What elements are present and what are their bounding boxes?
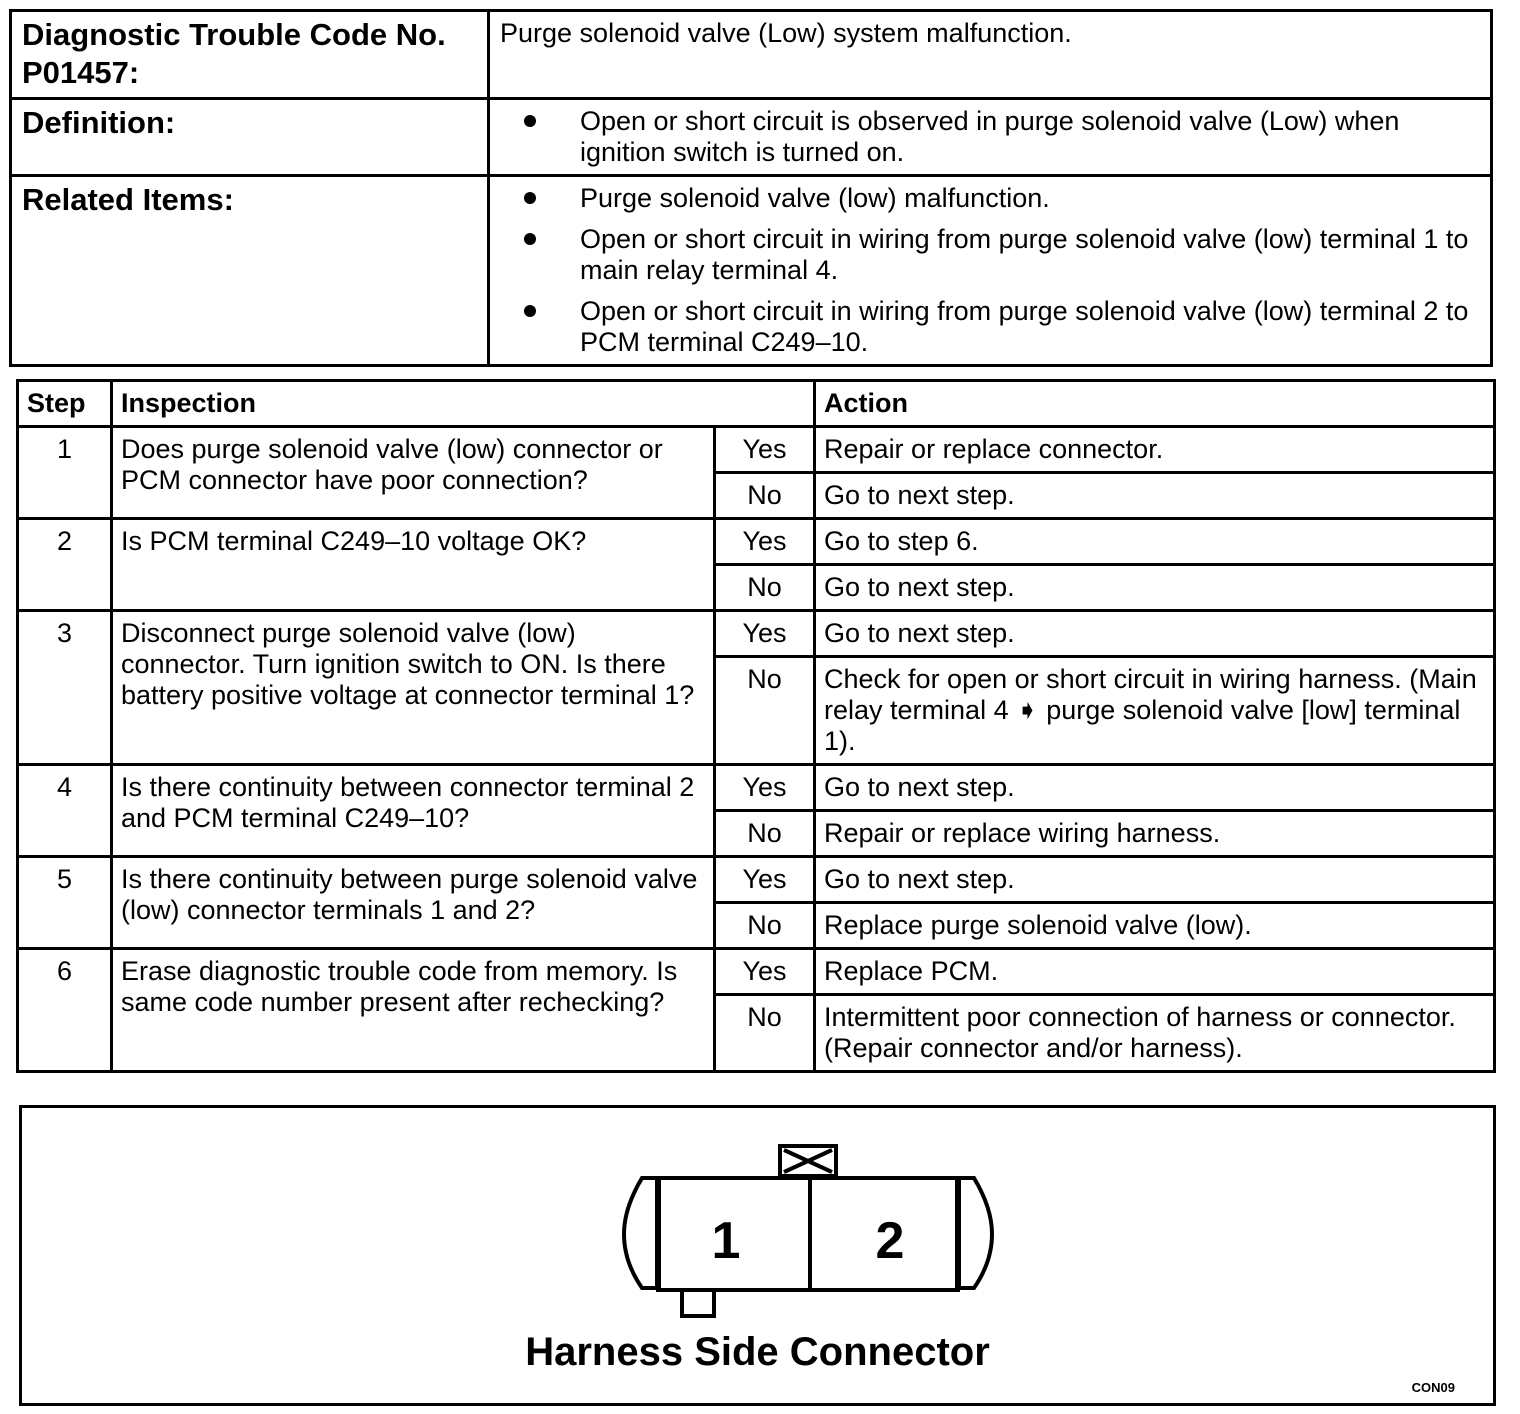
yes-action: Go to next step. <box>815 765 1495 811</box>
connector-right-cap <box>958 1178 992 1288</box>
step-row-yes <box>18 519 1495 565</box>
figure-code: CON09 <box>1411 1380 1455 1395</box>
definition-row <box>11 99 1492 176</box>
related-text: Open or short circuit in wiring from purge solenoid valve (low) terminal 1 to main relay terminal 4. <box>580 224 1469 285</box>
yes-label: Yes <box>715 519 815 565</box>
no-action: Go to next step. <box>815 473 1495 519</box>
related-item <box>500 183 1480 214</box>
step-row-yes <box>18 857 1495 903</box>
connector-left-cap <box>624 1178 660 1288</box>
terminal-1-label: 1 <box>711 1212 741 1270</box>
step-number: 1 <box>18 427 112 519</box>
yes-action: Go to next step. <box>815 857 1495 903</box>
step-inspection: Is there continuity between connector terminal 2 and PCM terminal C249–10? <box>112 765 715 857</box>
no-label: No <box>715 473 815 519</box>
definition-item <box>500 106 1480 168</box>
dtc-label: Diagnostic Trouble Code No. P01457: <box>11 11 489 99</box>
dtc-header-table <box>9 9 1493 367</box>
harness-connector-diagram <box>602 1138 1002 1328</box>
related-text: Purge solenoid valve (low) malfunction. <box>580 183 1050 213</box>
definition-label: Definition: <box>11 99 489 176</box>
no-action: Intermittent poor connection of harness or connector. (Repair connector and/or harness). <box>815 995 1495 1072</box>
step-number: 2 <box>18 519 112 611</box>
step-inspection: Erase diagnostic trouble code from memory. Is same code number present after rechecking? <box>112 949 715 1072</box>
step-inspection: Is PCM terminal C249–10 voltage OK? <box>112 519 715 611</box>
action-header: Action <box>815 381 1495 427</box>
no-action: Check for open or short circuit in wiring harness. (Main relay terminal 4 ➧ purge solenoid valve [low] terminal 1). <box>815 657 1495 765</box>
definition-list <box>500 106 1480 168</box>
dtc-value: Purge solenoid valve (Low) system malfunction. <box>489 11 1492 99</box>
step-row-yes <box>18 611 1495 657</box>
no-label: No <box>715 903 815 949</box>
steps-header-row <box>18 381 1495 427</box>
step-header: Step <box>18 381 112 427</box>
related-value <box>489 176 1492 366</box>
related-row <box>11 176 1492 366</box>
steps-body <box>18 427 1495 1072</box>
yes-label: Yes <box>715 857 815 903</box>
yes-label: Yes <box>715 611 815 657</box>
step-number: 3 <box>18 611 112 765</box>
terminal-2-label: 2 <box>875 1212 905 1270</box>
inspection-header: Inspection <box>112 381 815 427</box>
no-label: No <box>715 811 815 857</box>
no-action: Go to next step. <box>815 565 1495 611</box>
bullet-icon <box>524 115 536 127</box>
step-row-yes <box>18 765 1495 811</box>
step-inspection: Is there continuity between purge solenoid valve (low) connector terminals 1 and 2? <box>112 857 715 949</box>
yes-label: Yes <box>715 765 815 811</box>
step-number: 6 <box>18 949 112 1072</box>
bullet-icon <box>524 192 536 204</box>
no-label: No <box>715 657 815 765</box>
yes-label: Yes <box>715 427 815 473</box>
yes-action: Replace PCM. <box>815 949 1495 995</box>
definition-text: Open or short circuit is observed in purge solenoid valve (Low) when ignition switch is turned on. <box>580 106 1400 167</box>
no-label: No <box>715 995 815 1072</box>
yes-action: Go to next step. <box>815 611 1495 657</box>
no-label: No <box>715 565 815 611</box>
bullet-icon <box>524 233 536 245</box>
related-list <box>500 183 1480 358</box>
step-number: 4 <box>18 765 112 857</box>
yes-label: Yes <box>715 949 815 995</box>
step-row-yes <box>18 949 1495 995</box>
steps-table <box>16 379 1496 1073</box>
connector-key <box>682 1288 714 1316</box>
no-action: Repair or replace wiring harness. <box>815 811 1495 857</box>
connector-figure <box>19 1105 1496 1406</box>
related-item <box>500 224 1480 286</box>
related-text: Open or short circuit in wiring from purge solenoid valve (low) terminal 2 to PCM terminal C249–10. <box>580 296 1469 357</box>
step-inspection: Disconnect purge solenoid valve (low) connector. Turn ignition switch to ON. Is there battery positive voltage at connector terminal 1? <box>112 611 715 765</box>
step-row-yes <box>18 427 1495 473</box>
related-item <box>500 296 1480 358</box>
bullet-icon <box>524 305 536 317</box>
figure-caption: Harness Side Connector <box>525 1330 990 1374</box>
step-inspection: Does purge solenoid valve (low) connector or PCM connector have poor connection? <box>112 427 715 519</box>
definition-value <box>489 99 1492 176</box>
yes-action: Go to step 6. <box>815 519 1495 565</box>
step-number: 5 <box>18 857 112 949</box>
no-action: Replace purge solenoid valve (low). <box>815 903 1495 949</box>
yes-action: Repair or replace connector. <box>815 427 1495 473</box>
related-label: Related Items: <box>11 176 489 366</box>
dtc-row <box>11 11 1492 99</box>
